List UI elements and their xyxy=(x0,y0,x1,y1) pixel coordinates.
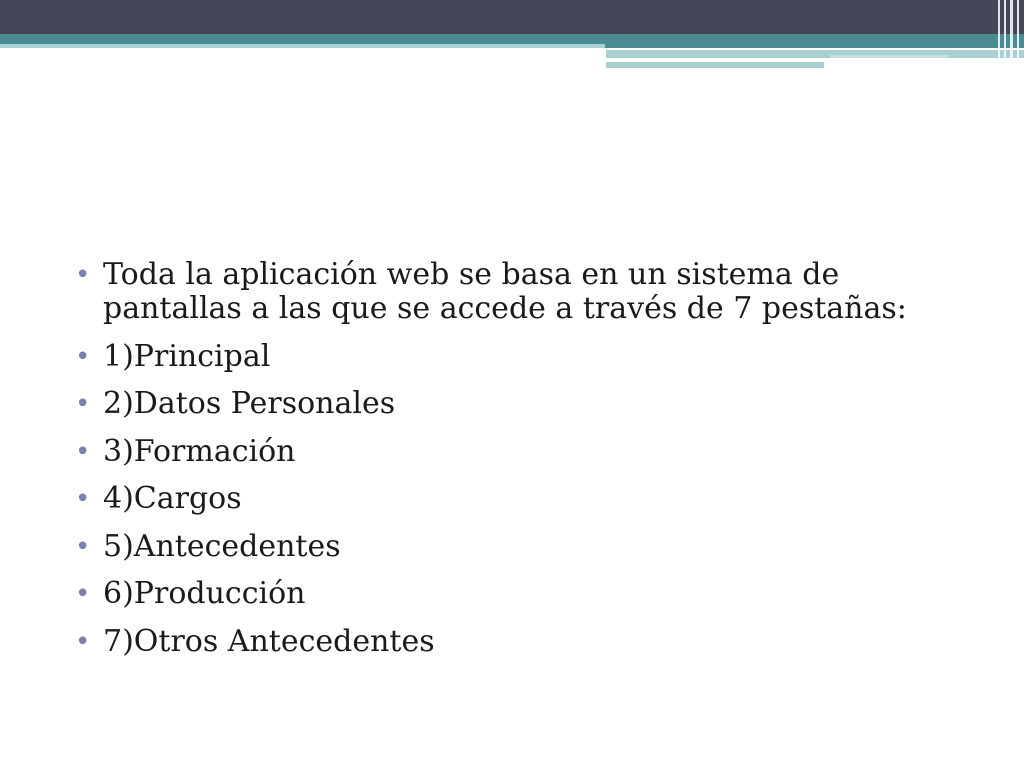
header-right-stripe-1 xyxy=(606,50,1024,58)
header-dark-band xyxy=(0,0,1024,34)
bullet-item xyxy=(75,530,975,564)
bullet-list xyxy=(75,258,975,672)
bullet-text: 7)Otros Antecedentes xyxy=(103,623,435,659)
bullet-text: 1)Principal xyxy=(103,338,271,374)
bullet-dot-icon: • xyxy=(75,484,91,514)
header-teal-light-stripe xyxy=(0,44,605,48)
bullet-dot-icon: • xyxy=(75,436,91,467)
header-edge-lines xyxy=(992,0,1024,68)
bullet-item xyxy=(75,435,975,469)
bullet-dot-icon: • xyxy=(75,579,91,609)
bullet-text: 5)Antecedentes xyxy=(103,528,341,564)
bullet-dot-icon: • xyxy=(75,260,91,290)
bullet-dot-icon: • xyxy=(75,531,91,562)
bullet-item xyxy=(75,387,975,421)
bullet-item xyxy=(75,625,975,659)
bullet-text: 3)Formación xyxy=(103,433,296,469)
bullet-text: Toda la aplicación web se basa en un sistema de pantallas a las que se accede a través de 7 pestañas: xyxy=(103,257,907,326)
bullet-item xyxy=(75,482,975,516)
bullet-item xyxy=(75,258,975,326)
bullet-text: 2)Datos Personales xyxy=(103,386,396,421)
bullet-text: 4)Cargos xyxy=(103,481,242,516)
header-right-stripe-2 xyxy=(606,62,824,68)
bullet-text: 6)Producción xyxy=(103,576,306,611)
bullet-dot-icon: • xyxy=(75,626,91,657)
bullet-item xyxy=(75,340,975,374)
bullet-dot-icon: • xyxy=(75,341,91,372)
header-right-stripe-3 xyxy=(830,55,948,58)
bullet-item xyxy=(75,577,975,611)
bullet-dot-icon: • xyxy=(75,389,91,419)
